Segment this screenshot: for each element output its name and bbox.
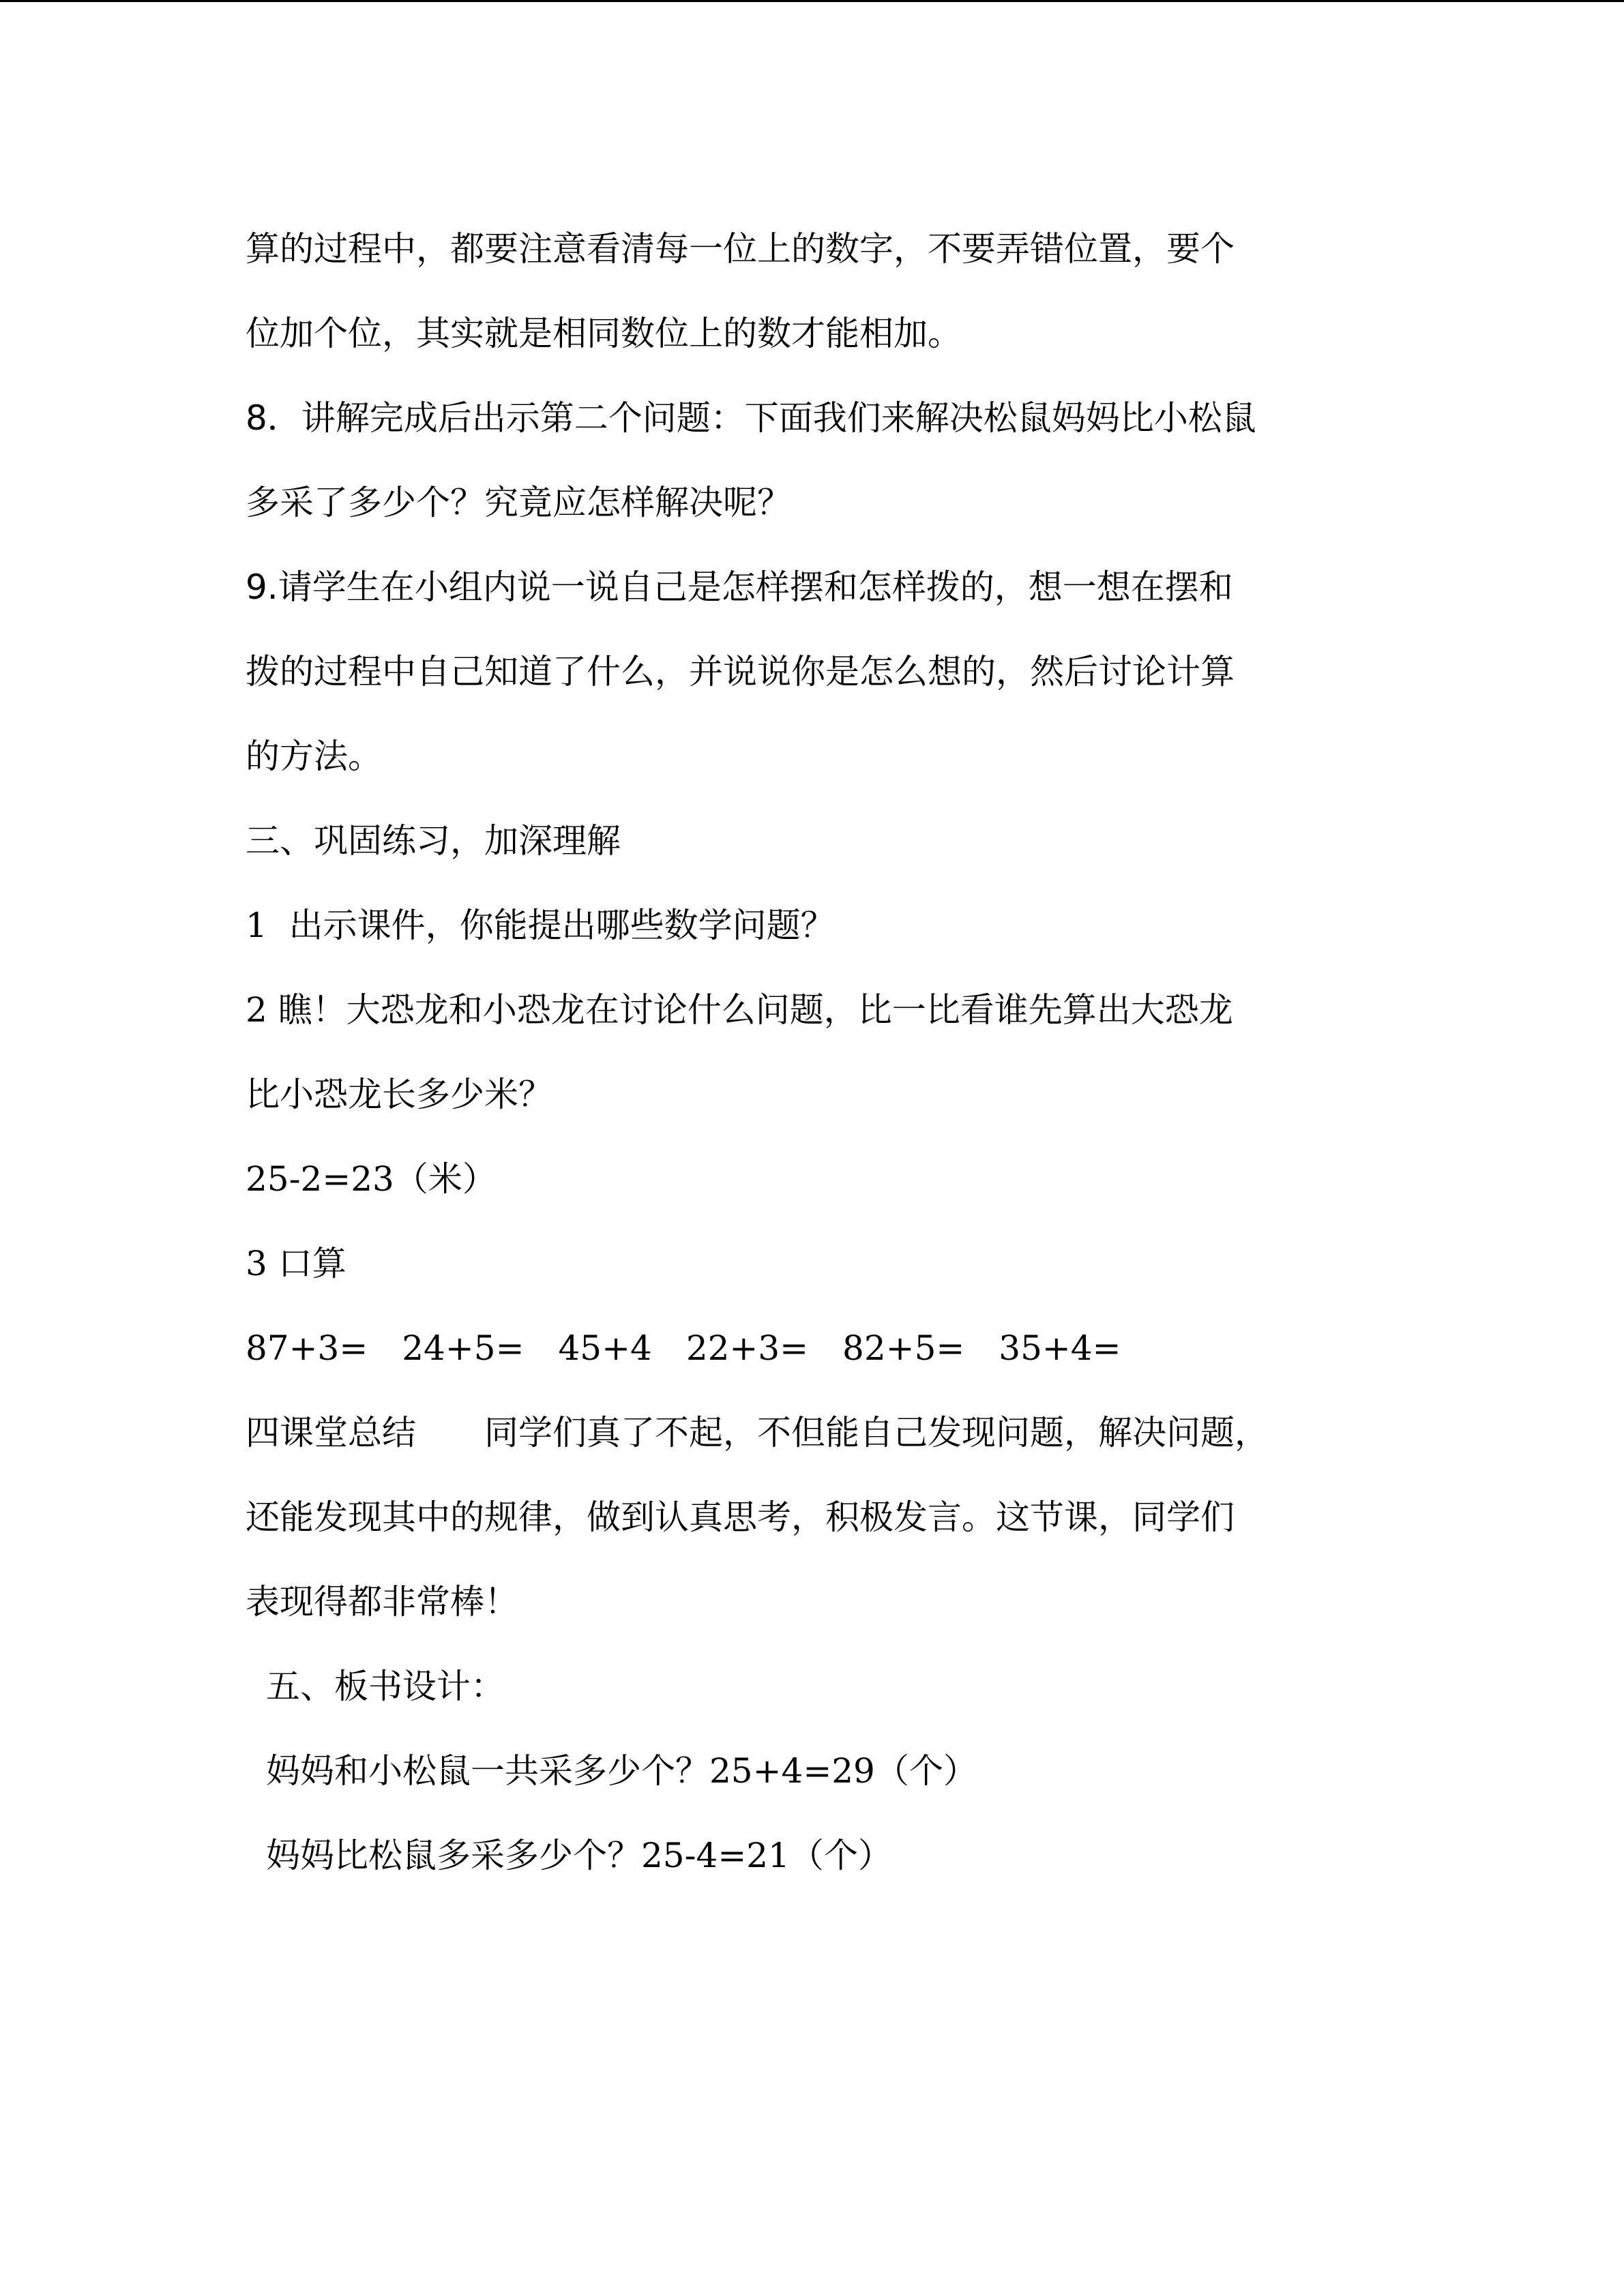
calc-item-5: 82+5= bbox=[842, 1328, 965, 1368]
summary-heading: 四课堂总结 bbox=[246, 1413, 416, 1452]
calc-item-1: 87+3= bbox=[246, 1328, 368, 1368]
text-line-7: 的方法。 bbox=[246, 736, 382, 776]
board-line-1: 妈妈和小松鼠一共采多少个？25+4=29（个） bbox=[266, 1751, 977, 1791]
summary-line-1 bbox=[246, 1390, 1391, 1475]
summary-line-2: 还能发现其中的规律，做到认真思考，积极发言。这节课，同学们 bbox=[246, 1497, 1235, 1537]
text-line-6: 拨的过程中自己知道了什么，并说说你是怎么想的，然后讨论计算 bbox=[246, 652, 1235, 691]
text-line-10: 2 瞧！大恐龙和小恐龙在讨论什么问题，比一比看谁先算出大恐龙 bbox=[246, 990, 1233, 1030]
calc-item-4: 22+3= bbox=[685, 1328, 809, 1368]
board-line-2: 妈妈比松鼠多采多少个？25-4=21（个） bbox=[266, 1836, 892, 1875]
text-line-3: 8．讲解完成后出示第二个问题：下面我们来解决松鼠妈妈比小松鼠 bbox=[246, 398, 1256, 438]
text-line-2: 位加个位，其实就是相同数位上的数才能相加。 bbox=[246, 314, 962, 353]
calc-item-3: 45+4 bbox=[558, 1328, 652, 1368]
oral-calc-row bbox=[246, 1306, 1391, 1390]
text-line-11: 比小恐龙长多少米？ bbox=[246, 1075, 552, 1114]
board-heading: 五、板书设计： bbox=[266, 1667, 505, 1706]
document-body bbox=[246, 207, 1391, 1898]
calc-item-2: 24+5= bbox=[402, 1328, 525, 1368]
text-line-5: 9.请学生在小组内说一说自己是怎样摆和怎样拨的，想一想在摆和 bbox=[246, 567, 1233, 607]
equation-line: 25-2=23（米） bbox=[246, 1159, 497, 1199]
summary-line-3: 表现得都非常棒！ bbox=[246, 1582, 518, 1622]
summary-text: 同学们真了不起，不但能自己发现问题，解决问题， bbox=[484, 1413, 1269, 1452]
oral-calc-heading: 3 口算 bbox=[246, 1244, 346, 1283]
section-heading-3: 三、巩固练习，加深理解 bbox=[246, 821, 621, 861]
text-line-4: 多采了多少个？究竟应怎样解决呢？ bbox=[246, 483, 791, 522]
calc-item-6: 35+4= bbox=[999, 1328, 1121, 1368]
text-line-1: 算的过程中，都要注意看清每一位上的数字，不要弄错位置，要个 bbox=[246, 229, 1235, 269]
text-line-9: 1 出示课件，你能提出哪些数学问题？ bbox=[246, 906, 835, 945]
